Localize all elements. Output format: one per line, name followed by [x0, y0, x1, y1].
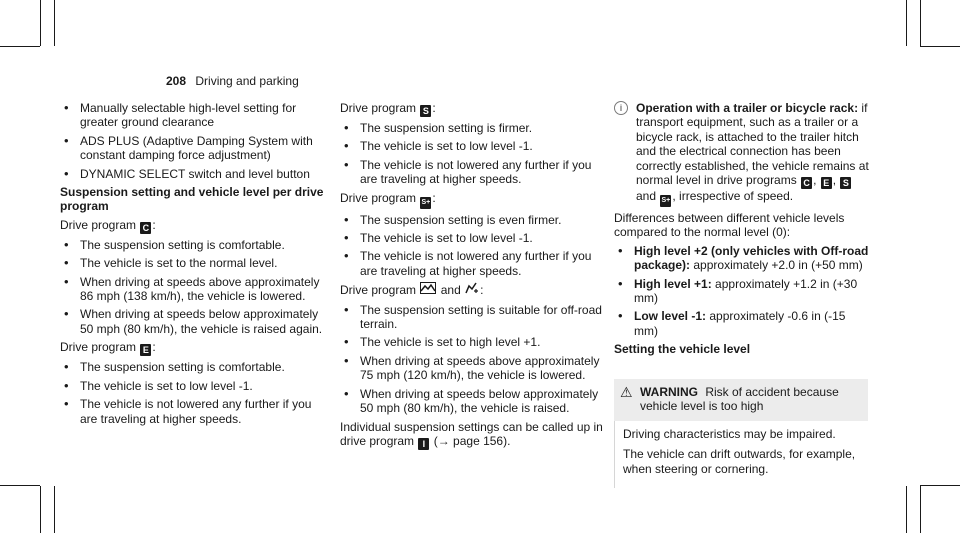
- list-item: • The suspension setting is comfortable.: [60, 238, 330, 252]
- crop-mark: [40, 486, 41, 533]
- list-item: • DYNAMIC SELECT switch and level button: [60, 167, 330, 181]
- sport-key-icon: S: [840, 177, 851, 189]
- list-item: • The vehicle is set to low level -1.: [340, 139, 610, 153]
- level-value: approximately -0.6 in (-15 mm): [634, 309, 846, 338]
- list-item: • The suspension setting is comfortable.: [60, 360, 330, 374]
- list-item: [614, 244, 869, 273]
- drive-program-s-plus: Drive program S+ :: [340, 191, 610, 209]
- drive-program-label: Drive program: [340, 283, 417, 298]
- offroad-plus-icon: [465, 282, 479, 298]
- warning-box: [614, 379, 868, 488]
- list-item: • The vehicle is not lowered any further if you are traveling at higher speeds.: [340, 158, 610, 187]
- column-right: [614, 101, 869, 488]
- note-title: Operation with a trailer or bicycle rack:: [636, 101, 859, 115]
- list-item: [614, 309, 869, 338]
- drive-program-offroad: Drive program and :: [340, 283, 484, 298]
- list-item: • The vehicle is not lowered any further if you are traveling at higher speeds.: [60, 397, 330, 426]
- warning-title: WARNING: [640, 384, 698, 399]
- drive-program-s: Drive program S :: [340, 101, 436, 116]
- warning-message: Risk of accident because vehicle level is too high: [640, 384, 839, 414]
- list-item: • When driving at speeds below approximately 50 mph (80 km/h), the vehicle is raised again.: [60, 307, 330, 336]
- list-item: • The vehicle is set to low level -1.: [340, 231, 610, 245]
- crop-mark: [0, 46, 40, 47]
- page-number: 208: [166, 74, 187, 88]
- list-item: • When driving at speeds above approximately 75 mph (120 km/h), the vehicle is lowered.: [340, 354, 610, 383]
- info-icon: i: [614, 101, 628, 115]
- list-item: [614, 277, 869, 306]
- individual-text: Individual suspension settings can be called up in drive program: [340, 419, 603, 448]
- level-label: High level +2 (only vehicles with Off-road package):: [634, 243, 869, 273]
- column-left: [60, 101, 330, 430]
- warning-body: [614, 421, 868, 488]
- individual-settings: [340, 420, 610, 450]
- crop-mark: [54, 0, 55, 46]
- crop-mark: [920, 485, 960, 486]
- sport-plus-key-icon: S+: [660, 195, 671, 207]
- level-value: approximately +1.2 in (+30 mm): [634, 276, 858, 306]
- crop-mark: [920, 0, 921, 46]
- crop-mark: [906, 486, 907, 533]
- program-offroad-list: [340, 303, 610, 416]
- page-reference-link[interactable]: (→ page 156).: [433, 433, 511, 448]
- drive-program-label: Drive program: [340, 190, 417, 205]
- list-item: • The vehicle is set to low level -1.: [60, 379, 330, 393]
- warning-text: [622, 385, 860, 414]
- and-text: and: [440, 283, 461, 298]
- list-item: • The suspension setting is suitable for off-road terrain.: [340, 303, 610, 332]
- program-e-list: [60, 360, 330, 426]
- individual-key-icon: I: [418, 438, 429, 450]
- differences-text: Differences between different vehicle levels compared to the normal level (0):: [614, 211, 845, 240]
- crop-mark: [920, 486, 921, 533]
- list-item: • The suspension setting is even firmer.: [340, 213, 610, 227]
- sport-plus-key-icon: S+: [420, 197, 431, 209]
- level-label: High level +1:: [634, 276, 712, 291]
- warning-body-text: The vehicle can drift outwards, for example, when steering or cornering.: [623, 447, 856, 476]
- feature-list: [60, 101, 330, 181]
- list-item: • ADS PLUS (Adaptive Damping System with constant damping force adjustment): [60, 134, 330, 163]
- crop-mark: [920, 46, 960, 47]
- warning-body-text: Driving characteristics may be impaired.: [623, 426, 836, 441]
- list-item: • The suspension setting is firmer.: [340, 121, 610, 135]
- program-c-list: [60, 238, 330, 336]
- level-value: approximately +2.0 in (+50 mm): [693, 258, 863, 273]
- drive-program-label: Drive program: [340, 101, 417, 115]
- note-text: if transport equipment, such as a trailer or a bicycle rack, is attached to the trailer hitch and the electrical connection has been correctly established, the vehicle remains at normal level in drive programs: [636, 101, 869, 188]
- level-label: Low level -1:: [634, 309, 707, 324]
- crop-mark: [906, 0, 907, 46]
- comfort-key-icon: C: [801, 177, 812, 189]
- crop-mark: [40, 0, 41, 46]
- section-heading: Suspension setting and vehicle level per drive program: [60, 185, 324, 214]
- crop-mark: [0, 485, 40, 486]
- section-title: Driving and parking: [195, 74, 299, 88]
- program-s-plus-list: [340, 213, 610, 279]
- sport-key-icon: S: [420, 105, 431, 117]
- column-middle: [340, 101, 610, 454]
- list-item: • When driving at speeds above approximately 86 mph (138 km/h), the vehicle is lowered.: [60, 275, 330, 304]
- page-header: [166, 74, 299, 88]
- eco-key-icon: E: [140, 344, 151, 356]
- comfort-key-icon: C: [140, 222, 151, 234]
- list-item: • The vehicle is set to the normal level.: [60, 256, 330, 270]
- drive-program-c: Drive program C :: [60, 217, 156, 233]
- level-list: [614, 244, 869, 338]
- drive-program-label: Drive program: [60, 340, 137, 355]
- offroad-icon: [420, 282, 436, 298]
- drive-program-label: Drive program: [60, 217, 137, 232]
- crop-mark: [54, 486, 55, 533]
- list-item: • The vehicle is set to high level +1.: [340, 335, 610, 349]
- drive-program-e: Drive program E :: [60, 340, 156, 356]
- warning-header: [614, 379, 868, 421]
- note-text-end: , irrespective of speed.: [672, 189, 794, 204]
- section-heading: Setting the vehicle level: [614, 342, 751, 357]
- list-item: • Manually selectable high-level setting for greater ground clearance: [60, 101, 330, 130]
- warning-triangle-icon: ⚠: [620, 383, 633, 400]
- list-item: • The vehicle is not lowered any further if you are traveling at higher speeds.: [340, 249, 610, 278]
- list-item: • When driving at speeds below approximately 50 mph (80 km/h), the vehicle is raised.: [340, 387, 610, 416]
- eco-key-icon: E: [821, 177, 832, 189]
- and-text: and: [636, 189, 657, 204]
- info-note: i Operation with a trailer or bicycle rack: if transport equipment, such as a trailer or a bicycle rack, is attached to the trailer hitch and the electrical connection has been correctly established, the vehicle remains at normal level in drive programs C , E , S and S+ , irrespective of speed.: [614, 101, 869, 207]
- program-s-list: [340, 121, 610, 187]
